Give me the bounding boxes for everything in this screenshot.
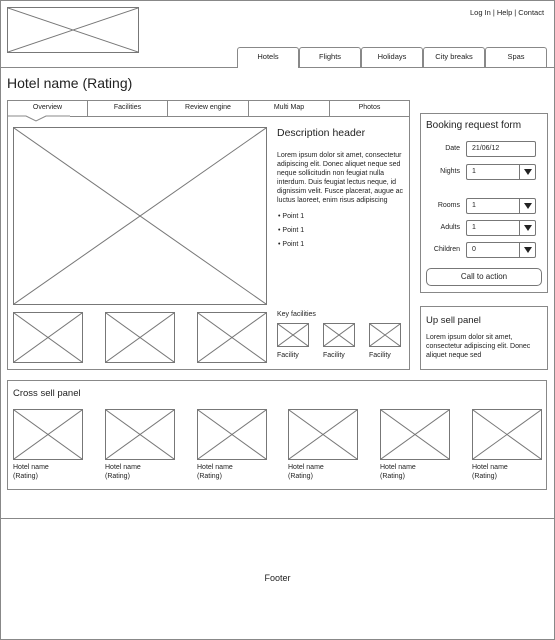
- crosssell-hotel-image[interactable]: [13, 409, 83, 460]
- thumbnail-image[interactable]: [105, 312, 175, 363]
- subtab-overview-label: Overview: [32, 104, 63, 111]
- tab-flights[interactable]: [299, 47, 361, 67]
- crosssell-hotel-name-text: Hotel name: [13, 464, 49, 471]
- contact-link[interactable]: Contact: [518, 8, 545, 17]
- date-field[interactable]: [466, 141, 536, 157]
- crosssell-hotel-name-text: Hotel name: [380, 464, 416, 471]
- tab-hotels-label: Hotels: [257, 52, 279, 61]
- crosssell-hotel-name-text: Hotel name: [197, 464, 233, 471]
- key-facilities-title: Key facilities: [277, 311, 316, 318]
- upsell-title: Up sell panel: [426, 315, 481, 326]
- subtab-review-engine-label: Review engine: [185, 104, 231, 111]
- tab-holidays-label: Holidays: [377, 52, 407, 61]
- subtab-multi-map[interactable]: [249, 100, 330, 116]
- subtab-photos-label: Photos: [358, 104, 381, 111]
- facility-label: Facility: [369, 352, 391, 359]
- login-link[interactable]: Log In: [470, 8, 491, 17]
- tab-hotels[interactable]: [237, 47, 299, 68]
- rooms-label: Rooms: [437, 202, 460, 209]
- facility-label: Facility: [277, 352, 299, 359]
- crosssell-hotel-rating: (Rating): [13, 473, 38, 480]
- tab-flights-label: Flights: [318, 52, 342, 61]
- chevron-down-icon[interactable]: [519, 221, 535, 235]
- crosssell-hotel-name[interactable]: [197, 463, 233, 481]
- crosssell-hotel-name-text: Hotel name: [288, 464, 324, 471]
- footer-divider: [0, 518, 555, 519]
- chevron-down-icon[interactable]: [519, 243, 535, 257]
- date-label: Date: [445, 145, 460, 152]
- adults-label: Adults: [440, 224, 460, 231]
- crosssell-title: Cross sell panel: [13, 388, 81, 399]
- adults-value: 1: [472, 224, 476, 231]
- active-tab-gap: [238, 66, 298, 68]
- bullet-point-text: Point 1: [282, 213, 305, 220]
- rooms-select[interactable]: [466, 198, 536, 214]
- crosssell-hotel-image[interactable]: [105, 409, 175, 460]
- crosssell-hotel-name-text: Hotel name: [472, 464, 508, 471]
- thumbnail-image[interactable]: [13, 312, 83, 363]
- children-value: 0: [472, 246, 476, 253]
- chevron-down-icon[interactable]: [519, 199, 535, 213]
- call-to-action-button[interactable]: Call to action: [426, 268, 542, 286]
- description-body: Lorem ipsum dolor sit amet, consectetur adipiscing elit. Donec aliquet neque sed neque sollicitudin non feugiat nulla interdum. Duis feugiat lectus neque, id dignissim velit. Fusce placerat, augue ac luctus laoreet, enim risus adipiscing: [277, 152, 404, 204]
- thumbnail-image[interactable]: [197, 312, 267, 363]
- tab-holidays[interactable]: [361, 47, 423, 67]
- facility-label: Facility: [323, 352, 345, 359]
- logo-image-placeholder[interactable]: [7, 7, 139, 53]
- subtab-review-engine[interactable]: [168, 100, 249, 116]
- crosssell-hotel-name-text: Hotel name: [105, 464, 141, 471]
- facility-icon: [323, 323, 355, 347]
- facility-icon: [369, 323, 401, 347]
- subtab-baseline: [70, 116, 410, 117]
- subtab-multi-map-label: Multi Map: [273, 104, 305, 111]
- subtab-overview[interactable]: [8, 100, 88, 116]
- children-label: Children: [433, 246, 460, 253]
- booking-form-title: Booking request form: [426, 120, 522, 131]
- rooms-value: 1: [472, 202, 476, 209]
- crosssell-hotel-rating: (Rating): [380, 473, 405, 480]
- bullet-point-text: Point 1: [282, 227, 305, 234]
- crosssell-hotel-image[interactable]: [380, 409, 450, 460]
- tab-spas-label: Spas: [507, 52, 525, 61]
- crosssell-hotel-rating: (Rating): [197, 473, 222, 480]
- crosssell-hotel-name[interactable]: [105, 463, 141, 481]
- tab-city-breaks[interactable]: [423, 47, 485, 67]
- facility-icon: [277, 323, 309, 347]
- crosssell-hotel-image[interactable]: [288, 409, 358, 460]
- upsell-body: Lorem ipsum dolor sit amet, consectetur adipiscing elit. Donec aliquet neque sed: [426, 334, 531, 359]
- nights-label: Nights: [440, 168, 460, 175]
- crosssell-hotel-image[interactable]: [472, 409, 542, 460]
- date-value: 21/06/12: [472, 145, 500, 152]
- nights-value: 1: [472, 168, 476, 175]
- description-header: Description header: [277, 127, 366, 139]
- chevron-down-icon[interactable]: [519, 165, 535, 179]
- link-separator: |: [514, 8, 517, 17]
- subtab-facilities[interactable]: [88, 100, 168, 116]
- crosssell-hotel-rating: (Rating): [472, 473, 497, 480]
- footer-label: Footer: [264, 573, 291, 583]
- main-image-placeholder[interactable]: [13, 127, 267, 305]
- crosssell-hotel-name[interactable]: [472, 463, 508, 481]
- crosssell-hotel-rating: (Rating): [105, 473, 130, 480]
- nights-select[interactable]: [466, 164, 536, 180]
- subtab-facilities-label: Facilities: [113, 104, 142, 111]
- bullet-point-text: Point 1: [282, 241, 305, 248]
- crosssell-hotel-name[interactable]: [288, 463, 324, 481]
- page-title: Hotel name (Rating): [7, 75, 133, 91]
- children-select[interactable]: [466, 242, 536, 258]
- crosssell-hotel-name[interactable]: [380, 463, 416, 481]
- bullet-point: • Point 1: [278, 227, 305, 234]
- active-subtab-pointer: [8, 115, 72, 123]
- bullet-point: • Point 1: [278, 241, 305, 248]
- adults-select[interactable]: [466, 220, 536, 236]
- crosssell-hotel-name[interactable]: [13, 463, 49, 481]
- link-separator: |: [492, 8, 495, 17]
- crosssell-panel: [7, 380, 547, 490]
- help-link[interactable]: Help: [496, 8, 513, 17]
- utility-links: [470, 8, 544, 17]
- crosssell-hotel-rating: (Rating): [288, 473, 313, 480]
- tab-spas[interactable]: [485, 47, 547, 67]
- crosssell-hotel-image[interactable]: [197, 409, 267, 460]
- bullet-point: • Point 1: [278, 213, 305, 220]
- subtab-photos[interactable]: [330, 100, 409, 116]
- tab-city-breaks-label: City breaks: [435, 52, 473, 61]
